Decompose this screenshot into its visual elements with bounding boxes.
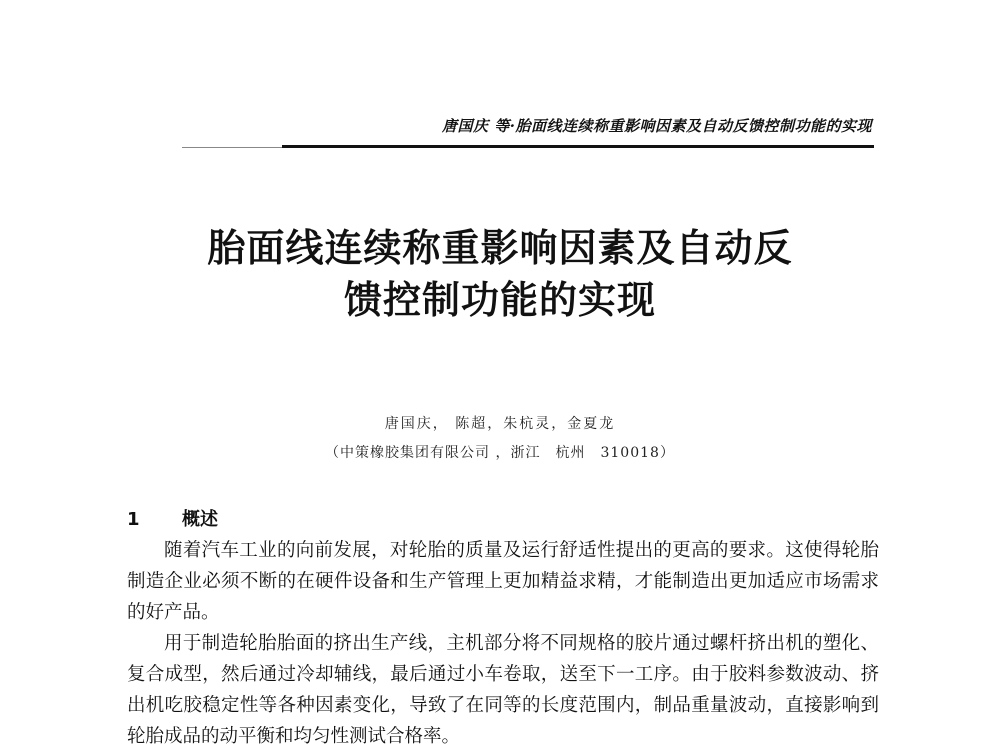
paragraph: 用于制造轮胎胎面的挤出生产线，主机部分将不同规格的胶片通过螺杆挤出机的塑化、复合成型，然后通过冷却辅线，最后通过小车卷取，送至下一工序。由于胶料参数波动、挤出机吃胶稳定性等各种因素变化，导致了在同等的长度范围内，制品重量波动，直接影响到轮胎成品的动平衡和均匀性测试合格率。	[127, 633, 879, 747]
affiliation: （中策橡胶集团有限公司 ，浙江 杭州 310018）	[325, 445, 675, 461]
section-heading	[127, 505, 218, 531]
section-number: 1	[127, 509, 140, 530]
paper-title-line-2: 馈控制功能的实现	[343, 278, 656, 322]
section-title: 概述	[182, 509, 218, 530]
paper-title-line-1: 胎面线连续称重影响因素及自动反	[207, 226, 793, 270]
header-rule	[282, 145, 874, 148]
paragraph: 随着汽车工业的向前发展，对轮胎的质量及运行舒适性提出的更高的要求。这使得轮胎制造企业必须不断的在硬件设备和生产管理上更加精益求精，才能制造出更加适应市场需求的好产品。	[127, 540, 879, 623]
header-rule-thin	[182, 147, 282, 148]
running-head: 唐国庆 等·胎面线连续称重影响因素及自动反馈控制功能的实现	[442, 117, 872, 135]
author-list: 唐国庆， 陈超，朱杭灵，金夏龙	[384, 416, 616, 432]
paper-title	[140, 222, 860, 326]
body-text	[127, 535, 879, 752]
